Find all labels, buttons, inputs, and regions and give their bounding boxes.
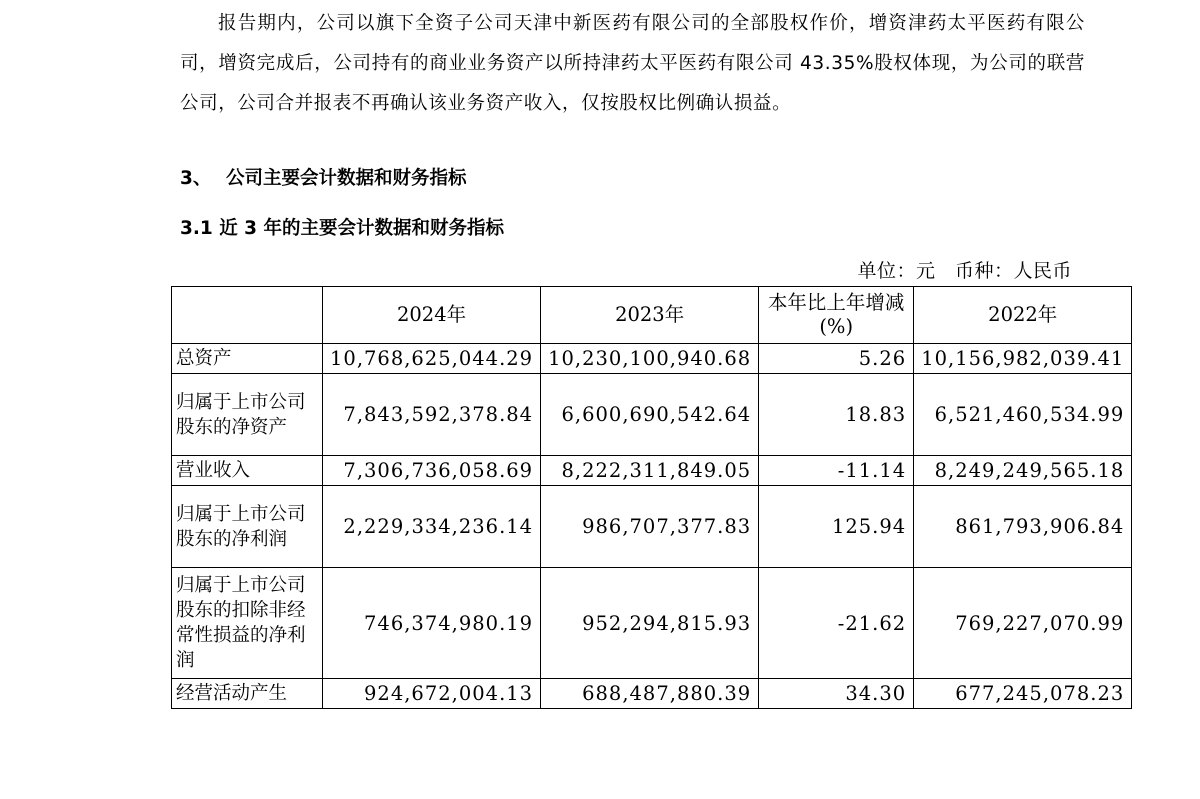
table-row — [172, 344, 1132, 374]
value-change: -21.62 — [759, 568, 914, 679]
value-2022: 8,249,249,565.18 — [914, 456, 1132, 486]
value-2024: 10,768,625,044.29 — [323, 344, 541, 374]
row-label: 营业收入 — [172, 456, 323, 486]
section-number: 3、 — [180, 168, 212, 189]
table-row — [172, 456, 1132, 486]
section-heading — [180, 164, 467, 190]
unit-note: 单位：元 币种：人民币 — [857, 260, 1072, 282]
value-2022: 861,793,906.84 — [914, 486, 1132, 568]
header-2023: 2023年 — [541, 287, 759, 344]
value-2022: 6,521,460,534.99 — [914, 374, 1132, 456]
table-row — [172, 374, 1132, 456]
row-label: 归属于上市公司股东的扣除非经常性损益的净利润 — [172, 568, 323, 679]
header-2022: 2022年 — [914, 287, 1132, 344]
value-change: -11.14 — [759, 456, 914, 486]
value-2023: 688,487,880.39 — [541, 679, 759, 709]
financial-table — [171, 286, 1132, 709]
value-2022: 10,156,982,039.41 — [914, 344, 1132, 374]
table-header-row — [172, 287, 1132, 344]
value-change: 5.26 — [759, 344, 914, 374]
table-row — [172, 568, 1132, 679]
section-title: 公司主要会计数据和财务指标 — [226, 168, 467, 189]
value-2024: 7,843,592,378.84 — [323, 374, 541, 456]
value-2023: 8,222,311,849.05 — [541, 456, 759, 486]
intro-paragraph: 报告期内，公司以旗下全资子公司天津中新医药有限公司的全部股权作价，增资津药太平医药有限公司，增资完成后，公司持有的商业业务资产以所持津药太平医药有限公司 43.35%股权体现，为公司的联营公司，公司合并报表不再确认该业务资产收入，仅按股权比例确认损益。 — [180, 13, 1085, 114]
row-label: 归属于上市公司股东的净资产 — [172, 374, 323, 456]
header-label — [172, 287, 323, 344]
value-2023: 986,707,377.83 — [541, 486, 759, 568]
value-2024: 924,672,004.13 — [323, 679, 541, 709]
value-2022: 677,245,078.23 — [914, 679, 1132, 709]
value-2022: 769,227,070.99 — [914, 568, 1132, 679]
value-2024: 2,229,334,236.14 — [323, 486, 541, 568]
header-change: 本年比上年增减(%) — [759, 287, 914, 344]
value-2023: 952,294,815.93 — [541, 568, 759, 679]
value-2024: 7,306,736,058.69 — [323, 456, 541, 486]
value-2023: 6,600,690,542.64 — [541, 374, 759, 456]
table-row — [172, 679, 1132, 709]
row-label: 总资产 — [172, 344, 323, 374]
row-label: 经营活动产生 — [172, 679, 323, 709]
value-change: 18.83 — [759, 374, 914, 456]
table-row — [172, 486, 1132, 568]
header-2024: 2024年 — [323, 287, 541, 344]
value-2023: 10,230,100,940.68 — [541, 344, 759, 374]
value-change: 125.94 — [759, 486, 914, 568]
row-label: 归属于上市公司股东的净利润 — [172, 486, 323, 568]
value-change: 34.30 — [759, 679, 914, 709]
value-2024: 746,374,980.19 — [323, 568, 541, 679]
subsection-heading: 3.1 近 3 年的主要会计数据和财务指标 — [180, 218, 504, 239]
